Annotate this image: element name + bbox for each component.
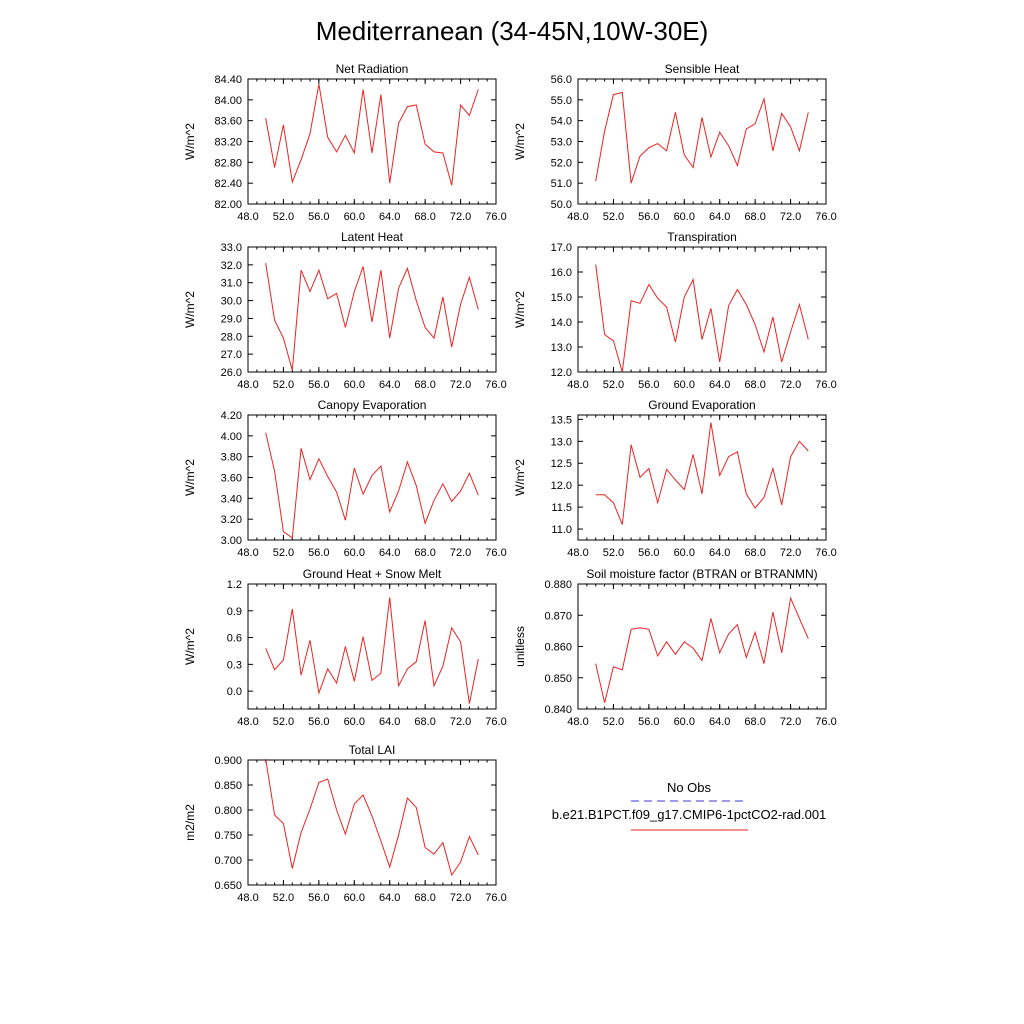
y-tick-label: 84.00 — [214, 94, 242, 107]
y-tick-label: 52.0 — [550, 157, 572, 170]
y-axis-label: W/m^2 — [183, 291, 197, 328]
plot-frame — [248, 584, 496, 709]
x-tick-label: 72.0 — [779, 379, 802, 391]
x-tick-label: 64.0 — [379, 379, 401, 391]
y-tick-label: 56.0 — [550, 74, 572, 86]
x-tick-label: 76.0 — [815, 211, 837, 223]
series-line-ground-evaporation — [596, 423, 809, 525]
plot-frame — [578, 247, 826, 372]
x-tick-label: 72.0 — [779, 211, 802, 223]
y-tick-label: 32.0 — [220, 259, 242, 272]
panel-ground-heat-snow-melt — [183, 567, 507, 728]
y-axis-label: unitless — [513, 626, 527, 667]
x-tick-label: 48.0 — [237, 716, 259, 728]
y-tick-label: 82.40 — [214, 178, 242, 191]
x-tick-label: 76.0 — [485, 547, 507, 559]
series-line-canopy-evaporation — [266, 433, 479, 538]
legend — [552, 780, 827, 830]
y-tick-label: 83.60 — [214, 115, 242, 128]
y-axis-label: W/m^2 — [183, 123, 197, 160]
y-tick-label: 13.0 — [550, 342, 572, 354]
y-tick-label: 16.0 — [550, 267, 572, 279]
x-tick-label: 68.0 — [414, 547, 436, 559]
x-tick-label: 76.0 — [815, 547, 837, 559]
x-tick-label: 56.0 — [638, 716, 660, 728]
y-tick-label: 12.0 — [550, 480, 572, 493]
x-tick-label: 64.0 — [379, 892, 401, 904]
y-tick-label: 0.700 — [214, 855, 242, 867]
x-tick-label: 68.0 — [414, 716, 436, 728]
y-tick-label: 14.0 — [550, 317, 572, 329]
x-tick-label: 60.0 — [673, 211, 695, 223]
legend-obs-label: No Obs — [666, 780, 712, 795]
panel-title: Total LAI — [348, 743, 396, 757]
panel-title: Canopy Evaporation — [317, 398, 427, 412]
x-tick-label: 52.0 — [602, 716, 625, 728]
x-tick-label: 52.0 — [272, 211, 295, 223]
panel-total-lai — [183, 743, 507, 904]
y-tick-label: 55.0 — [550, 94, 572, 107]
y-tick-label: 33.0 — [220, 242, 242, 254]
series-line-net-radiation — [266, 84, 479, 185]
y-tick-label: 13.5 — [550, 414, 572, 427]
y-tick-label: 0.900 — [214, 755, 242, 767]
series-line-latent-heat — [266, 263, 479, 370]
y-tick-label: 0.800 — [214, 805, 242, 817]
x-tick-label: 48.0 — [237, 547, 259, 559]
y-tick-label: 0.650 — [214, 880, 242, 892]
x-tick-label: 64.0 — [379, 716, 401, 728]
panel-title: Transpiration — [667, 230, 737, 244]
x-tick-label: 76.0 — [815, 379, 837, 391]
x-tick-label: 64.0 — [709, 211, 731, 223]
panel-title: Soil moisture factor (BTRAN or BTRANMN) — [586, 567, 818, 581]
x-tick-label: 56.0 — [308, 379, 330, 391]
panel-canopy-evaporation — [183, 398, 507, 559]
plot-frame — [248, 415, 496, 540]
plot-frame — [578, 79, 826, 204]
plot-frame — [578, 415, 826, 540]
y-tick-label: 0.850 — [214, 780, 242, 792]
y-tick-label: 4.20 — [220, 410, 242, 422]
y-tick-label: 3.60 — [220, 472, 242, 485]
y-tick-label: 27.0 — [220, 349, 242, 362]
series-line-soil-moisture-factor-btran-or-btranmn — [596, 598, 809, 703]
x-tick-label: 48.0 — [237, 379, 259, 391]
x-tick-label: 72.0 — [449, 716, 472, 728]
x-tick-label: 76.0 — [485, 716, 507, 728]
x-tick-label: 60.0 — [343, 892, 365, 904]
y-tick-label: 31.0 — [220, 277, 242, 290]
y-tick-label: 12.0 — [550, 367, 572, 379]
series-line-ground-heat-snow-melt — [266, 597, 479, 703]
panel-latent-heat — [183, 230, 507, 391]
x-tick-label: 52.0 — [602, 547, 625, 559]
y-tick-label: 0.840 — [544, 704, 572, 716]
y-tick-label: 3.00 — [220, 535, 242, 547]
panel-sensible-heat — [513, 62, 837, 223]
series-line-sensible-heat — [596, 93, 809, 184]
x-tick-label: 56.0 — [308, 716, 330, 728]
x-tick-label: 56.0 — [638, 211, 660, 223]
x-tick-label: 60.0 — [343, 379, 365, 391]
y-tick-label: 54.0 — [550, 115, 572, 128]
plot-frame — [578, 584, 826, 709]
y-tick-label: 84.40 — [214, 74, 242, 86]
y-tick-label: 51.0 — [550, 178, 572, 191]
x-tick-label: 48.0 — [237, 211, 259, 223]
series-line-transpiration — [596, 265, 809, 373]
y-tick-label: 82.00 — [214, 199, 242, 211]
y-tick-label: 0.3 — [226, 659, 242, 672]
x-tick-label: 48.0 — [567, 716, 589, 728]
plot-frame — [248, 79, 496, 204]
x-tick-label: 56.0 — [308, 892, 330, 904]
x-tick-label: 72.0 — [449, 547, 472, 559]
y-tick-label: 82.80 — [214, 157, 242, 170]
y-tick-label: 0.860 — [544, 641, 572, 654]
x-tick-label: 60.0 — [673, 379, 695, 391]
y-tick-label: 50.0 — [550, 199, 572, 211]
y-tick-label: 0.6 — [226, 632, 242, 645]
panel-soil-moisture-factor-btran-or-btranmn — [513, 567, 837, 728]
x-tick-label: 52.0 — [272, 892, 295, 904]
x-tick-label: 72.0 — [449, 892, 472, 904]
y-axis-label: W/m^2 — [183, 628, 197, 665]
x-tick-label: 68.0 — [414, 379, 436, 391]
page-title: Mediterranean (34-45N,10W-30E) — [315, 16, 709, 46]
x-tick-label: 76.0 — [485, 211, 507, 223]
y-tick-label: 15.0 — [550, 292, 572, 304]
x-tick-label: 68.0 — [744, 716, 766, 728]
y-tick-label: 3.20 — [220, 514, 242, 527]
y-axis-label: W/m^2 — [513, 459, 527, 496]
x-tick-label: 64.0 — [709, 379, 731, 391]
y-tick-label: 11.5 — [551, 502, 572, 515]
y-tick-label: 0.880 — [544, 579, 572, 591]
x-tick-label: 56.0 — [638, 547, 660, 559]
panel-grid — [183, 62, 837, 904]
panel-title: Latent Heat — [340, 230, 404, 244]
series-line-total-lai — [266, 759, 479, 875]
y-tick-label: 3.40 — [220, 493, 242, 506]
y-tick-label: 17.0 — [550, 242, 572, 254]
x-tick-label: 52.0 — [272, 716, 295, 728]
x-tick-label: 72.0 — [449, 211, 472, 223]
x-tick-label: 76.0 — [815, 716, 837, 728]
y-tick-label: 0.9 — [226, 605, 242, 618]
y-tick-label: 28.0 — [220, 331, 242, 344]
x-tick-label: 76.0 — [485, 379, 507, 391]
x-tick-label: 56.0 — [308, 211, 330, 223]
plot-frame — [248, 760, 496, 885]
x-tick-label: 60.0 — [343, 547, 365, 559]
y-tick-label: 11.0 — [551, 524, 572, 537]
y-tick-label: 4.00 — [220, 430, 242, 443]
y-tick-label: 12.5 — [550, 458, 572, 471]
y-tick-label: 83.20 — [214, 136, 242, 149]
x-tick-label: 48.0 — [567, 211, 589, 223]
x-tick-label: 76.0 — [485, 892, 507, 904]
y-tick-label: 13.0 — [550, 436, 572, 449]
x-tick-label: 72.0 — [779, 716, 802, 728]
y-tick-label: 53.0 — [550, 136, 572, 149]
panel-title: Net Radiation — [335, 62, 409, 76]
x-tick-label: 64.0 — [379, 211, 401, 223]
plot-frame — [248, 247, 496, 372]
x-tick-label: 56.0 — [638, 379, 660, 391]
x-tick-label: 68.0 — [414, 211, 436, 223]
x-tick-label: 48.0 — [567, 547, 589, 559]
x-tick-label: 48.0 — [237, 892, 259, 904]
y-tick-label: 0.750 — [214, 830, 242, 842]
y-tick-label: 29.0 — [220, 313, 242, 326]
x-tick-label: 72.0 — [449, 379, 472, 391]
panel-net-radiation — [183, 62, 507, 223]
y-tick-label: 0.870 — [544, 610, 572, 623]
panel-title: Ground Evaporation — [648, 398, 756, 412]
x-tick-label: 52.0 — [602, 379, 625, 391]
legend-model-label: b.e21.B1PCT.f09_g17.CMIP6-1pctCO2-rad.001 — [551, 807, 827, 822]
x-tick-label: 68.0 — [744, 547, 766, 559]
x-tick-label: 68.0 — [744, 211, 766, 223]
panel-title: Ground Heat + Snow Melt — [302, 567, 442, 581]
x-tick-label: 64.0 — [709, 547, 731, 559]
x-tick-label: 52.0 — [272, 379, 295, 391]
y-tick-label: 1.2 — [226, 579, 242, 591]
x-tick-label: 60.0 — [343, 211, 365, 223]
panel-ground-evaporation — [513, 398, 837, 559]
y-axis-label: W/m^2 — [513, 291, 527, 328]
x-tick-label: 48.0 — [567, 379, 589, 391]
y-tick-label: 30.0 — [220, 295, 242, 308]
x-tick-label: 52.0 — [602, 211, 625, 223]
x-tick-label: 56.0 — [308, 547, 330, 559]
y-tick-label: 26.0 — [220, 367, 242, 379]
x-tick-label: 64.0 — [379, 547, 401, 559]
y-axis-label: W/m^2 — [513, 123, 527, 160]
x-tick-label: 68.0 — [414, 892, 436, 904]
x-tick-label: 52.0 — [272, 547, 295, 559]
y-axis-label: m2/m2 — [183, 804, 197, 841]
x-tick-label: 72.0 — [779, 547, 802, 559]
x-tick-label: 60.0 — [343, 716, 365, 728]
x-tick-label: 60.0 — [673, 547, 695, 559]
x-tick-label: 60.0 — [673, 716, 695, 728]
x-tick-label: 68.0 — [744, 379, 766, 391]
panel-transpiration — [513, 230, 837, 391]
y-tick-label: 0.0 — [226, 686, 242, 699]
panel-title: Sensible Heat — [664, 62, 740, 76]
y-tick-label: 3.80 — [220, 451, 242, 464]
y-tick-label: 0.850 — [544, 672, 572, 685]
x-tick-label: 64.0 — [709, 716, 731, 728]
y-axis-label: W/m^2 — [183, 459, 197, 496]
